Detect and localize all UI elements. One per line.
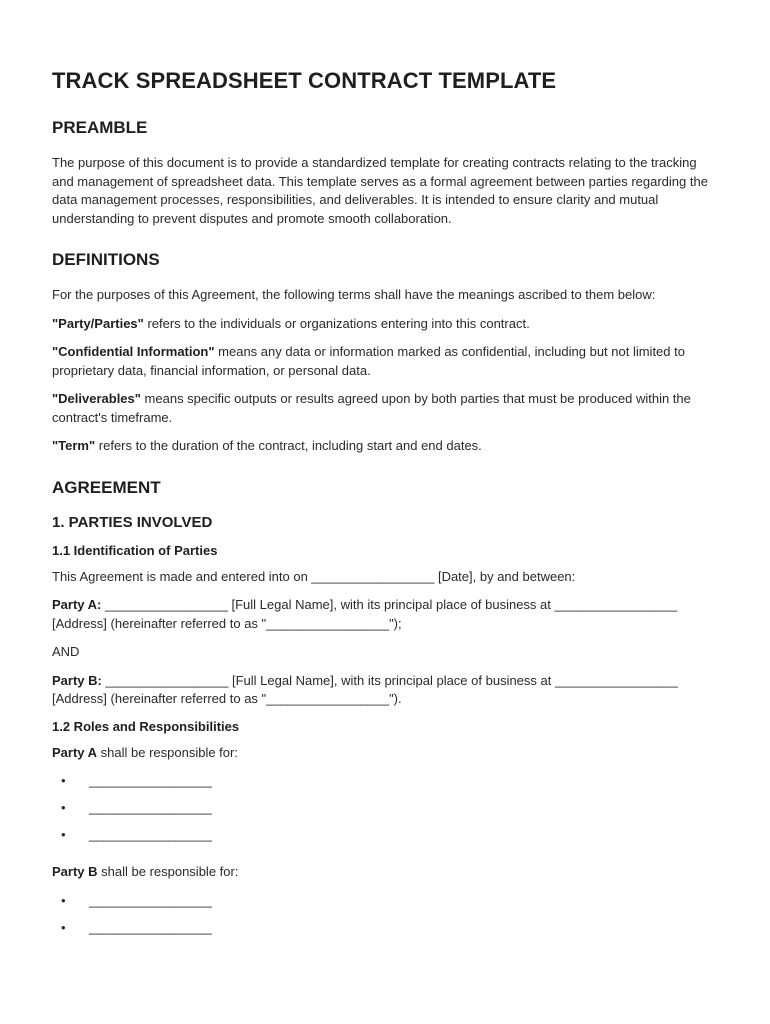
document-title: TRACK SPREADSHEET CONTRACT TEMPLATE (52, 68, 557, 93)
definitions-intro: For the purposes of this Agreement, the following terms shall have the meanings ascribed to them below: (52, 287, 656, 302)
blank-line: _________________ (89, 919, 212, 935)
list-item (52, 799, 718, 826)
definition-text: refers to the duration of the contract, including start and end dates. (95, 438, 482, 453)
party-b-details: _________________ [Full Legal Name], with its principal place of business at _________________ [Address] (hereinafter referred to as "_________________"). (52, 672, 678, 706)
list-item (52, 919, 718, 946)
blank-line: _________________ (89, 773, 212, 788)
party-b-identification (52, 672, 718, 709)
bullet-icon: • (61, 773, 66, 788)
list-item (52, 772, 718, 799)
definition-deliverables (52, 390, 718, 427)
list-item (52, 826, 718, 853)
and-separator: AND (52, 644, 80, 659)
identification-heading: 1.1 Identification of Parties (52, 542, 218, 558)
blank-line: _________________ (89, 827, 212, 842)
roles-heading: 1.2 Roles and Responsibilities (52, 718, 240, 734)
party-a-identification (52, 596, 718, 633)
blank-line: _________________ (89, 892, 212, 908)
definition-confidential (52, 343, 718, 380)
party-a-responsibilities-list (52, 772, 718, 853)
parties-involved-heading: 1. PARTIES INVOLVED (52, 513, 213, 531)
definition-text: means specific outputs or results agreed upon by both parties that must be produced within the contract's timeframe. (52, 391, 691, 425)
list-item (52, 892, 718, 919)
party-a-label: Party A: (52, 597, 102, 612)
responsibilities-text: shall be responsible for: (97, 744, 238, 760)
definition-text: refers to the individuals or organizations entering into this contract. (143, 315, 530, 331)
bullet-icon: • (61, 800, 66, 815)
party-b-responsibilities-list (52, 892, 718, 946)
party-b-label: Party B (52, 864, 98, 879)
definition-term: "Term" (52, 438, 96, 453)
party-b-label: Party B: (52, 672, 102, 688)
agreement-date-line: This Agreement is made and entered into on _________________ [Date], by and between: (52, 568, 576, 584)
definition-party (52, 315, 718, 334)
definition-term: "Party/Parties" (52, 315, 144, 331)
responsibilities-text: shall be responsible for: (97, 864, 239, 879)
bullet-icon: • (61, 827, 66, 842)
party-a-responsibilities-intro (52, 744, 718, 763)
party-a-details: _________________ [Full Legal Name], with its principal place of business at _________________ [Address] (hereinafter referred to as "_________________"); (52, 597, 678, 631)
blank-line: _________________ (89, 800, 212, 815)
definitions-heading: DEFINITIONS (52, 250, 160, 269)
preamble-text: The purpose of this document is to provide a standardized template for creating contracts relating to the tracking and management of spreadsheet data. This template serves as a formal agreement between parties regarding the data management processes, responsibilities, and deliverables. It is intended to ensure clarity and mutual understanding to prevent disputes and promote smooth collaboration. (52, 155, 708, 226)
party-b-responsibilities-intro (52, 863, 718, 882)
definition-term: "Deliverables" (52, 391, 141, 406)
bullet-icon: • (61, 919, 66, 935)
bullet-icon: • (61, 892, 66, 908)
definition-text: means any data or information marked as confidential, including but not limited to proprietary data, financial information, or personal data. (52, 344, 685, 378)
party-a-label: Party A (52, 744, 98, 760)
agreement-heading: AGREEMENT (52, 477, 161, 497)
preamble-heading: PREAMBLE (52, 118, 148, 137)
definition-term-duration (52, 437, 718, 456)
definition-term: "Confidential Information" (52, 344, 215, 359)
